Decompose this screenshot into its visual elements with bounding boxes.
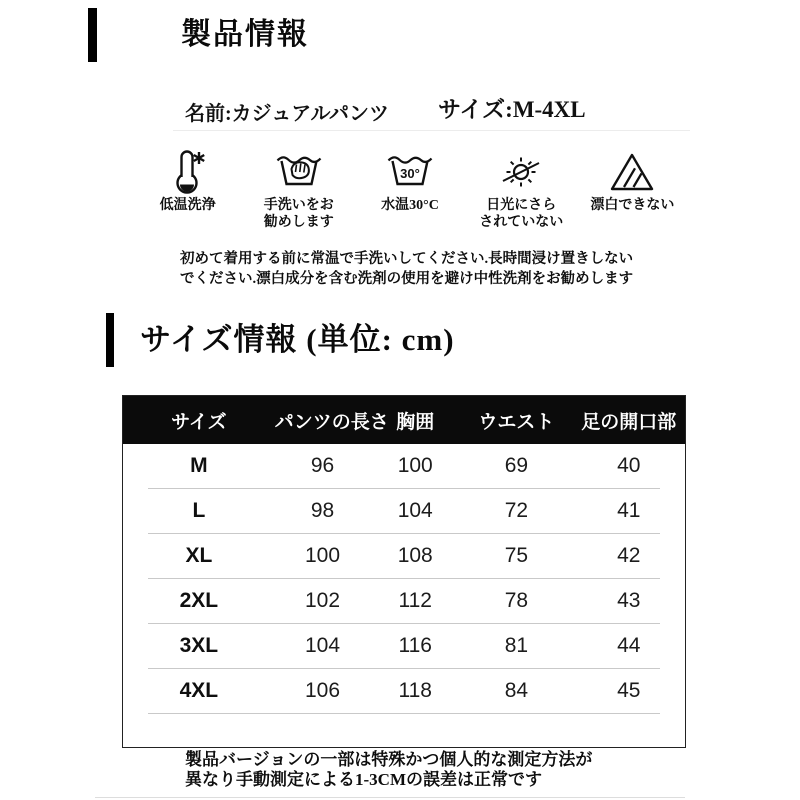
table-row xyxy=(123,444,685,488)
care-label: 水温30°C xyxy=(381,198,439,213)
value-cell: 112 xyxy=(398,589,432,612)
care-note-line1: 初めて着用する前に常温で手洗いしてください.長時間浸け置きしない xyxy=(180,251,634,267)
value-cell: 84 xyxy=(504,679,529,702)
value-cell: 43 xyxy=(617,589,641,612)
size-cell: 2XL xyxy=(179,589,219,612)
care-symbols-row xyxy=(132,147,688,231)
care-label: 手洗いをお 勧めします xyxy=(263,198,334,230)
no-sunlight-icon xyxy=(498,147,544,197)
column-header-waist: ウエスト xyxy=(478,411,555,433)
value-cell: 116 xyxy=(398,634,432,657)
hand-wash-icon xyxy=(276,147,322,197)
care-note-line2: でください.漂白成分を含む洗剤の使用を避け中性洗剤をお勧めします xyxy=(180,271,634,287)
value-cell: 42 xyxy=(617,544,641,567)
size-cell: 3XL xyxy=(179,634,219,657)
value-cell: 96 xyxy=(310,454,335,477)
section-accent-bar xyxy=(106,313,114,367)
no-bleach-icon xyxy=(609,147,655,197)
size-section-title: サイズ情報 (単位: cm) xyxy=(140,322,455,357)
table-row xyxy=(123,579,685,623)
column-header-leg-opening: 足の開口部 xyxy=(581,411,677,433)
value-cell: 69 xyxy=(504,454,529,477)
value-cell: 102 xyxy=(304,589,341,612)
divider-line xyxy=(173,130,690,131)
value-cell: 100 xyxy=(304,544,341,567)
column-header-size: サイズ xyxy=(171,411,227,433)
size-cell: 4XL xyxy=(179,679,219,702)
water-temp-30-icon xyxy=(387,147,433,197)
disclaimer-line1: 製品バージョンの一部は特殊かつ個人的な測定方法が xyxy=(185,750,593,769)
low-temp-wash-icon xyxy=(168,147,208,197)
page-title: 製品情報 xyxy=(181,18,309,51)
product-size-range-label: サイズ:M-4XL xyxy=(438,97,586,122)
care-item-water-temp xyxy=(354,147,465,231)
value-cell: 100 xyxy=(397,454,433,477)
water-temp-value: 30° xyxy=(400,166,420,181)
value-cell: 118 xyxy=(398,679,432,702)
value-cell: 75 xyxy=(504,544,529,567)
care-item-no-sunlight xyxy=(466,147,577,231)
row-divider xyxy=(148,713,660,714)
value-cell: 106 xyxy=(304,679,341,702)
value-cell: 104 xyxy=(397,499,433,522)
column-header-chest: 胸囲 xyxy=(396,411,435,433)
table-row xyxy=(123,534,685,578)
measurement-disclaimer xyxy=(185,750,592,789)
value-cell: 40 xyxy=(617,454,641,477)
size-cell: L xyxy=(192,499,206,522)
size-table-header-row xyxy=(123,396,685,444)
care-item-no-bleach xyxy=(577,147,688,231)
table-row xyxy=(123,624,685,668)
value-cell: 104 xyxy=(304,634,341,657)
size-cell: XL xyxy=(185,544,213,567)
value-cell: 44 xyxy=(617,634,641,657)
divider-line xyxy=(95,797,685,798)
section-accent-bar xyxy=(88,8,97,62)
value-cell: 78 xyxy=(504,589,529,612)
value-cell: 45 xyxy=(617,679,641,702)
size-table xyxy=(122,395,686,748)
care-label: 日光にさら されていない xyxy=(479,198,564,230)
table-row xyxy=(123,669,685,713)
value-cell: 41 xyxy=(617,499,641,522)
value-cell: 72 xyxy=(504,499,529,522)
care-instructions-note xyxy=(180,249,633,289)
column-header-pants-length: パンツの長さ xyxy=(274,411,389,433)
disclaimer-line2: 異なり手動測定による1-3CMの誤差は正常です xyxy=(185,769,542,789)
value-cell: 81 xyxy=(504,634,529,657)
size-cell: M xyxy=(190,454,208,477)
value-cell: 108 xyxy=(397,544,433,567)
care-label: 低温洗浄 xyxy=(159,198,216,213)
product-name-label: 名前:カジュアルパンツ xyxy=(185,103,390,125)
table-row xyxy=(123,489,685,533)
care-item-hand-wash xyxy=(243,147,354,231)
care-label: 漂白できない xyxy=(590,198,675,213)
value-cell: 98 xyxy=(310,499,335,522)
care-item-low-temp xyxy=(132,147,243,231)
